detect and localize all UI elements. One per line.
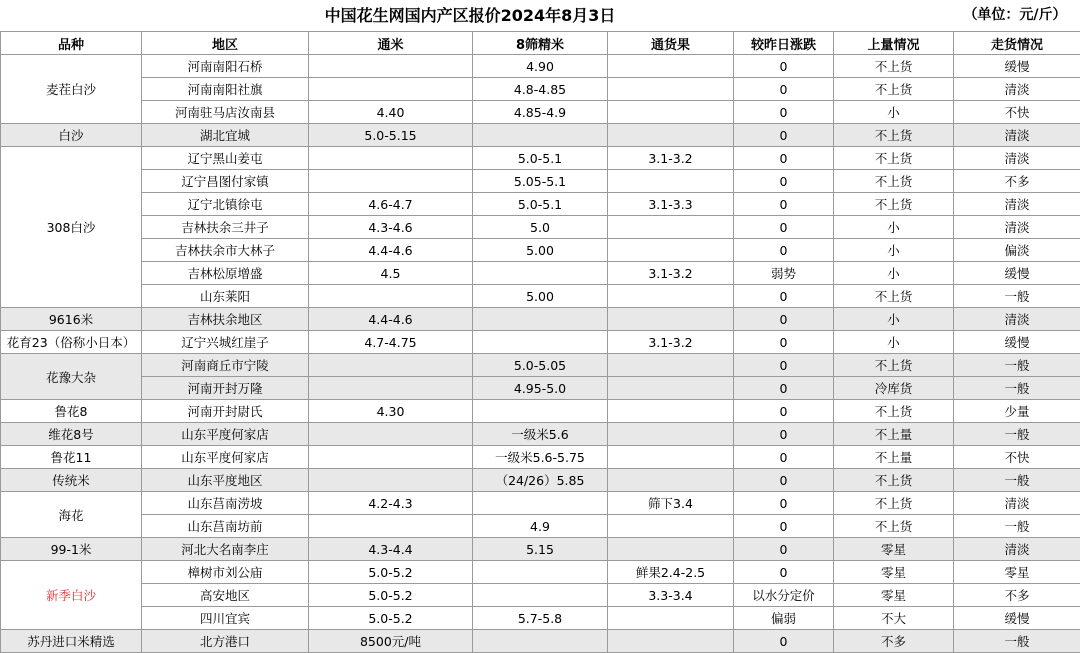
table-row xyxy=(1,262,1080,285)
cell-guo: 3.1-3.2 xyxy=(608,331,734,354)
cell-guo xyxy=(608,308,734,331)
cell-supply: 小 xyxy=(834,216,954,239)
cell-tongmi xyxy=(309,55,473,78)
cell-region: 山东平度何家店 xyxy=(142,446,309,469)
cell-jingmi xyxy=(473,630,608,653)
cell-supply: 不上货 xyxy=(834,55,954,78)
cell-guo xyxy=(608,469,734,492)
cell-supply: 零星 xyxy=(834,561,954,584)
cell-supply: 不上货 xyxy=(834,285,954,308)
table-row xyxy=(1,193,1080,216)
cell-guo: 3.1-3.2 xyxy=(608,262,734,285)
cell-jingmi xyxy=(473,308,608,331)
cell-region: 河南南阳社旗 xyxy=(142,78,309,101)
cell-tongmi xyxy=(309,147,473,170)
cell-variety: 新季白沙 xyxy=(1,561,142,630)
cell-tongmi xyxy=(309,285,473,308)
cell-supply: 小 xyxy=(834,239,954,262)
cell-sales: 清淡 xyxy=(954,78,1080,101)
cell-sales: 一般 xyxy=(954,354,1080,377)
cell-tongmi: 4.40 xyxy=(309,101,473,124)
cell-region: 山东平度何家店 xyxy=(142,423,309,446)
cell-variety: 9616米 xyxy=(1,308,142,331)
cell-change: 0 xyxy=(734,101,834,124)
cell-region: 辽宁昌图付家镇 xyxy=(142,170,309,193)
cell-change: 0 xyxy=(734,331,834,354)
cell-supply: 不上货 xyxy=(834,469,954,492)
cell-variety: 花育23（俗称小日本） xyxy=(1,331,142,354)
cell-region: 四川宜宾 xyxy=(142,607,309,630)
cell-region: 吉林松原增盛 xyxy=(142,262,309,285)
cell-tongmi: 4.4-4.6 xyxy=(309,239,473,262)
cell-tongmi xyxy=(309,377,473,400)
cell-tongmi xyxy=(309,170,473,193)
cell-guo xyxy=(608,78,734,101)
cell-jingmi: 一级米5.6 xyxy=(473,423,608,446)
cell-sales: 缓慢 xyxy=(954,607,1080,630)
cell-guo xyxy=(608,354,734,377)
cell-jingmi: 5.0-5.05 xyxy=(473,354,608,377)
cell-sales: 清淡 xyxy=(954,492,1080,515)
cell-change: 0 xyxy=(734,515,834,538)
price-table xyxy=(0,31,1080,653)
cell-change: 0 xyxy=(734,78,834,101)
cell-region: 辽宁兴城红崖子 xyxy=(142,331,309,354)
cell-variety: 苏丹进口米精选 xyxy=(1,630,142,653)
cell-jingmi: 一级米5.6-5.75 xyxy=(473,446,608,469)
cell-variety: 99-1米 xyxy=(1,538,142,561)
header-variety: 品种 xyxy=(1,32,142,55)
cell-supply: 不上货 xyxy=(834,515,954,538)
cell-variety: 麦茬白沙 xyxy=(1,55,142,124)
table-row xyxy=(1,515,1080,538)
cell-region: 北方港口 xyxy=(142,630,309,653)
cell-variety: 海花 xyxy=(1,492,142,538)
cell-sales: 缓慢 xyxy=(954,331,1080,354)
cell-jingmi: （24/26）5.85 xyxy=(473,469,608,492)
cell-supply: 小 xyxy=(834,308,954,331)
cell-region: 吉林扶余市大林子 xyxy=(142,239,309,262)
cell-jingmi: 4.95-5.0 xyxy=(473,377,608,400)
table-row xyxy=(1,239,1080,262)
table-row xyxy=(1,630,1080,653)
cell-change: 0 xyxy=(734,147,834,170)
cell-region: 吉林扶余三井子 xyxy=(142,216,309,239)
cell-jingmi xyxy=(473,492,608,515)
cell-sales: 不快 xyxy=(954,446,1080,469)
header-sales: 走货情况 xyxy=(954,32,1080,55)
cell-region: 河南南阳石桥 xyxy=(142,55,309,78)
cell-tongmi: 4.4-4.6 xyxy=(309,308,473,331)
table-row xyxy=(1,584,1080,607)
cell-supply: 不上货 xyxy=(834,170,954,193)
cell-guo xyxy=(608,607,734,630)
table-row xyxy=(1,469,1080,492)
cell-tongmi: 4.7-4.75 xyxy=(309,331,473,354)
cell-variety: 花豫大杂 xyxy=(1,354,142,400)
header-supply: 上量情况 xyxy=(834,32,954,55)
header-tongmi: 通米 xyxy=(309,32,473,55)
cell-sales: 一般 xyxy=(954,515,1080,538)
table-row xyxy=(1,216,1080,239)
cell-sales: 一般 xyxy=(954,423,1080,446)
cell-region: 河南开封尉氏 xyxy=(142,400,309,423)
cell-region: 湖北宜城 xyxy=(142,124,309,147)
cell-tongmi xyxy=(309,446,473,469)
cell-sales: 清淡 xyxy=(954,308,1080,331)
cell-guo: 筛下3.4 xyxy=(608,492,734,515)
cell-variety: 传统米 xyxy=(1,469,142,492)
cell-sales: 少量 xyxy=(954,400,1080,423)
table-row xyxy=(1,285,1080,308)
cell-supply: 不上货 xyxy=(834,193,954,216)
cell-guo xyxy=(608,377,734,400)
cell-supply: 不上货 xyxy=(834,492,954,515)
cell-supply: 不上货 xyxy=(834,400,954,423)
cell-sales: 不多 xyxy=(954,584,1080,607)
header-jingmi: 8筛精米 xyxy=(473,32,608,55)
cell-region: 辽宁黑山姜屯 xyxy=(142,147,309,170)
cell-region: 辽宁北镇徐屯 xyxy=(142,193,309,216)
cell-region: 高安地区 xyxy=(142,584,309,607)
cell-tongmi: 4.3-4.6 xyxy=(309,216,473,239)
cell-change: 0 xyxy=(734,492,834,515)
cell-sales: 缓慢 xyxy=(954,262,1080,285)
cell-guo xyxy=(608,239,734,262)
cell-sales: 清淡 xyxy=(954,124,1080,147)
cell-jingmi xyxy=(473,331,608,354)
table-row xyxy=(1,446,1080,469)
cell-guo: 3.1-3.3 xyxy=(608,193,734,216)
cell-tongmi: 5.0-5.2 xyxy=(309,607,473,630)
cell-region: 樟树市刘公庙 xyxy=(142,561,309,584)
cell-tongmi xyxy=(309,423,473,446)
cell-sales: 清淡 xyxy=(954,216,1080,239)
cell-guo: 鲜果2.4-2.5 xyxy=(608,561,734,584)
cell-jingmi: 4.9 xyxy=(473,515,608,538)
cell-sales: 一般 xyxy=(954,285,1080,308)
table-row xyxy=(1,400,1080,423)
cell-change: 0 xyxy=(734,354,834,377)
cell-jingmi: 5.15 xyxy=(473,538,608,561)
cell-region: 河北大名南李庄 xyxy=(142,538,309,561)
cell-change: 0 xyxy=(734,55,834,78)
cell-change: 0 xyxy=(734,239,834,262)
cell-tongmi xyxy=(309,354,473,377)
cell-guo xyxy=(608,124,734,147)
cell-jingmi: 5.00 xyxy=(473,239,608,262)
cell-tongmi xyxy=(309,469,473,492)
unit-label: （单位：元/斤） xyxy=(950,0,1080,31)
cell-guo xyxy=(608,170,734,193)
cell-sales: 清淡 xyxy=(954,193,1080,216)
cell-guo xyxy=(608,101,734,124)
cell-change: 0 xyxy=(734,193,834,216)
cell-jingmi xyxy=(473,400,608,423)
title-row xyxy=(0,0,1080,32)
cell-supply: 零星 xyxy=(834,538,954,561)
cell-change: 0 xyxy=(734,170,834,193)
cell-guo xyxy=(608,55,734,78)
cell-change: 以水分定价 xyxy=(734,584,834,607)
cell-sales: 一般 xyxy=(954,469,1080,492)
cell-guo xyxy=(608,630,734,653)
cell-variety: 鲁花8 xyxy=(1,400,142,423)
cell-tongmi: 4.5 xyxy=(309,262,473,285)
cell-change: 0 xyxy=(734,285,834,308)
cell-tongmi: 5.0-5.2 xyxy=(309,561,473,584)
cell-change: 偏弱 xyxy=(734,607,834,630)
cell-guo xyxy=(608,216,734,239)
cell-variety: 308白沙 xyxy=(1,147,142,308)
cell-jingmi: 5.0 xyxy=(473,216,608,239)
cell-supply: 不上量 xyxy=(834,423,954,446)
cell-change: 0 xyxy=(734,469,834,492)
cell-region: 山东平度地区 xyxy=(142,469,309,492)
cell-tongmi: 4.30 xyxy=(309,400,473,423)
header-guo: 通货果 xyxy=(608,32,734,55)
cell-supply: 不多 xyxy=(834,630,954,653)
cell-jingmi: 5.0-5.1 xyxy=(473,147,608,170)
cell-region: 河南开封万隆 xyxy=(142,377,309,400)
cell-guo xyxy=(608,285,734,308)
cell-tongmi xyxy=(309,515,473,538)
cell-change: 0 xyxy=(734,400,834,423)
cell-change: 0 xyxy=(734,630,834,653)
cell-supply: 不大 xyxy=(834,607,954,630)
cell-sales: 缓慢 xyxy=(954,55,1080,78)
cell-change: 0 xyxy=(734,423,834,446)
table-row xyxy=(1,147,1080,170)
cell-guo: 3.1-3.2 xyxy=(608,147,734,170)
cell-jingmi xyxy=(473,124,608,147)
cell-tongmi xyxy=(309,78,473,101)
table-row xyxy=(1,377,1080,400)
cell-supply: 不上货 xyxy=(834,354,954,377)
header-region: 地区 xyxy=(142,32,309,55)
cell-supply: 不上货 xyxy=(834,124,954,147)
cell-change: 0 xyxy=(734,216,834,239)
cell-sales: 不快 xyxy=(954,101,1080,124)
table-row xyxy=(1,78,1080,101)
cell-sales: 偏淡 xyxy=(954,239,1080,262)
cell-change: 0 xyxy=(734,377,834,400)
cell-guo: 3.3-3.4 xyxy=(608,584,734,607)
table-row xyxy=(1,423,1080,446)
cell-variety: 鲁花11 xyxy=(1,446,142,469)
table-row xyxy=(1,354,1080,377)
cell-jingmi xyxy=(473,262,608,285)
cell-supply: 不上货 xyxy=(834,78,954,101)
cell-jingmi: 5.00 xyxy=(473,285,608,308)
cell-variety: 维花8号 xyxy=(1,423,142,446)
cell-supply: 小 xyxy=(834,101,954,124)
cell-sales: 一般 xyxy=(954,377,1080,400)
cell-jingmi xyxy=(473,561,608,584)
cell-region: 山东莱阳 xyxy=(142,285,309,308)
cell-supply: 零星 xyxy=(834,584,954,607)
cell-guo xyxy=(608,446,734,469)
cell-change: 0 xyxy=(734,446,834,469)
cell-supply: 小 xyxy=(834,262,954,285)
cell-jingmi: 4.85-4.9 xyxy=(473,101,608,124)
table-row xyxy=(1,538,1080,561)
cell-guo xyxy=(608,400,734,423)
table-row xyxy=(1,101,1080,124)
sheet-title: 中国花生网国内产区报价2024年8月3日 xyxy=(0,0,940,31)
table-row xyxy=(1,55,1080,78)
header-row xyxy=(1,32,1080,55)
cell-tongmi: 4.6-4.7 xyxy=(309,193,473,216)
cell-region: 山东莒南坊前 xyxy=(142,515,309,538)
cell-supply: 小 xyxy=(834,331,954,354)
cell-sales: 零星 xyxy=(954,561,1080,584)
table-row xyxy=(1,561,1080,584)
table-row xyxy=(1,492,1080,515)
cell-guo xyxy=(608,515,734,538)
cell-change: 0 xyxy=(734,124,834,147)
cell-guo xyxy=(608,538,734,561)
table-row xyxy=(1,308,1080,331)
cell-variety: 白沙 xyxy=(1,124,142,147)
cell-change: 0 xyxy=(734,308,834,331)
table-body xyxy=(1,55,1080,653)
cell-change: 0 xyxy=(734,561,834,584)
cell-tongmi: 4.3-4.4 xyxy=(309,538,473,561)
cell-tongmi: 5.0-5.15 xyxy=(309,124,473,147)
cell-tongmi: 5.0-5.2 xyxy=(309,584,473,607)
cell-region: 吉林扶余地区 xyxy=(142,308,309,331)
cell-jingmi: 4.8-4.85 xyxy=(473,78,608,101)
cell-jingmi: 5.0-5.1 xyxy=(473,193,608,216)
cell-jingmi: 5.7-5.8 xyxy=(473,607,608,630)
cell-tongmi: 8500元/吨 xyxy=(309,630,473,653)
cell-sales: 清淡 xyxy=(954,147,1080,170)
cell-region: 山东莒南涝坡 xyxy=(142,492,309,515)
cell-change: 弱势 xyxy=(734,262,834,285)
table-row xyxy=(1,607,1080,630)
cell-sales: 清淡 xyxy=(954,538,1080,561)
cell-jingmi xyxy=(473,584,608,607)
cell-tongmi: 4.2-4.3 xyxy=(309,492,473,515)
cell-sales: 不多 xyxy=(954,170,1080,193)
cell-sales: 一般 xyxy=(954,630,1080,653)
cell-region: 河南商丘市宁陵 xyxy=(142,354,309,377)
cell-supply: 冷库货 xyxy=(834,377,954,400)
table-row xyxy=(1,124,1080,147)
table-row xyxy=(1,331,1080,354)
cell-jingmi: 4.90 xyxy=(473,55,608,78)
cell-supply: 不上量 xyxy=(834,446,954,469)
header-change: 较昨日涨跌 xyxy=(734,32,834,55)
cell-region: 河南驻马店汝南县 xyxy=(142,101,309,124)
cell-change: 0 xyxy=(734,538,834,561)
cell-jingmi: 5.05-5.1 xyxy=(473,170,608,193)
cell-supply: 不上货 xyxy=(834,147,954,170)
table-row xyxy=(1,170,1080,193)
cell-guo xyxy=(608,423,734,446)
